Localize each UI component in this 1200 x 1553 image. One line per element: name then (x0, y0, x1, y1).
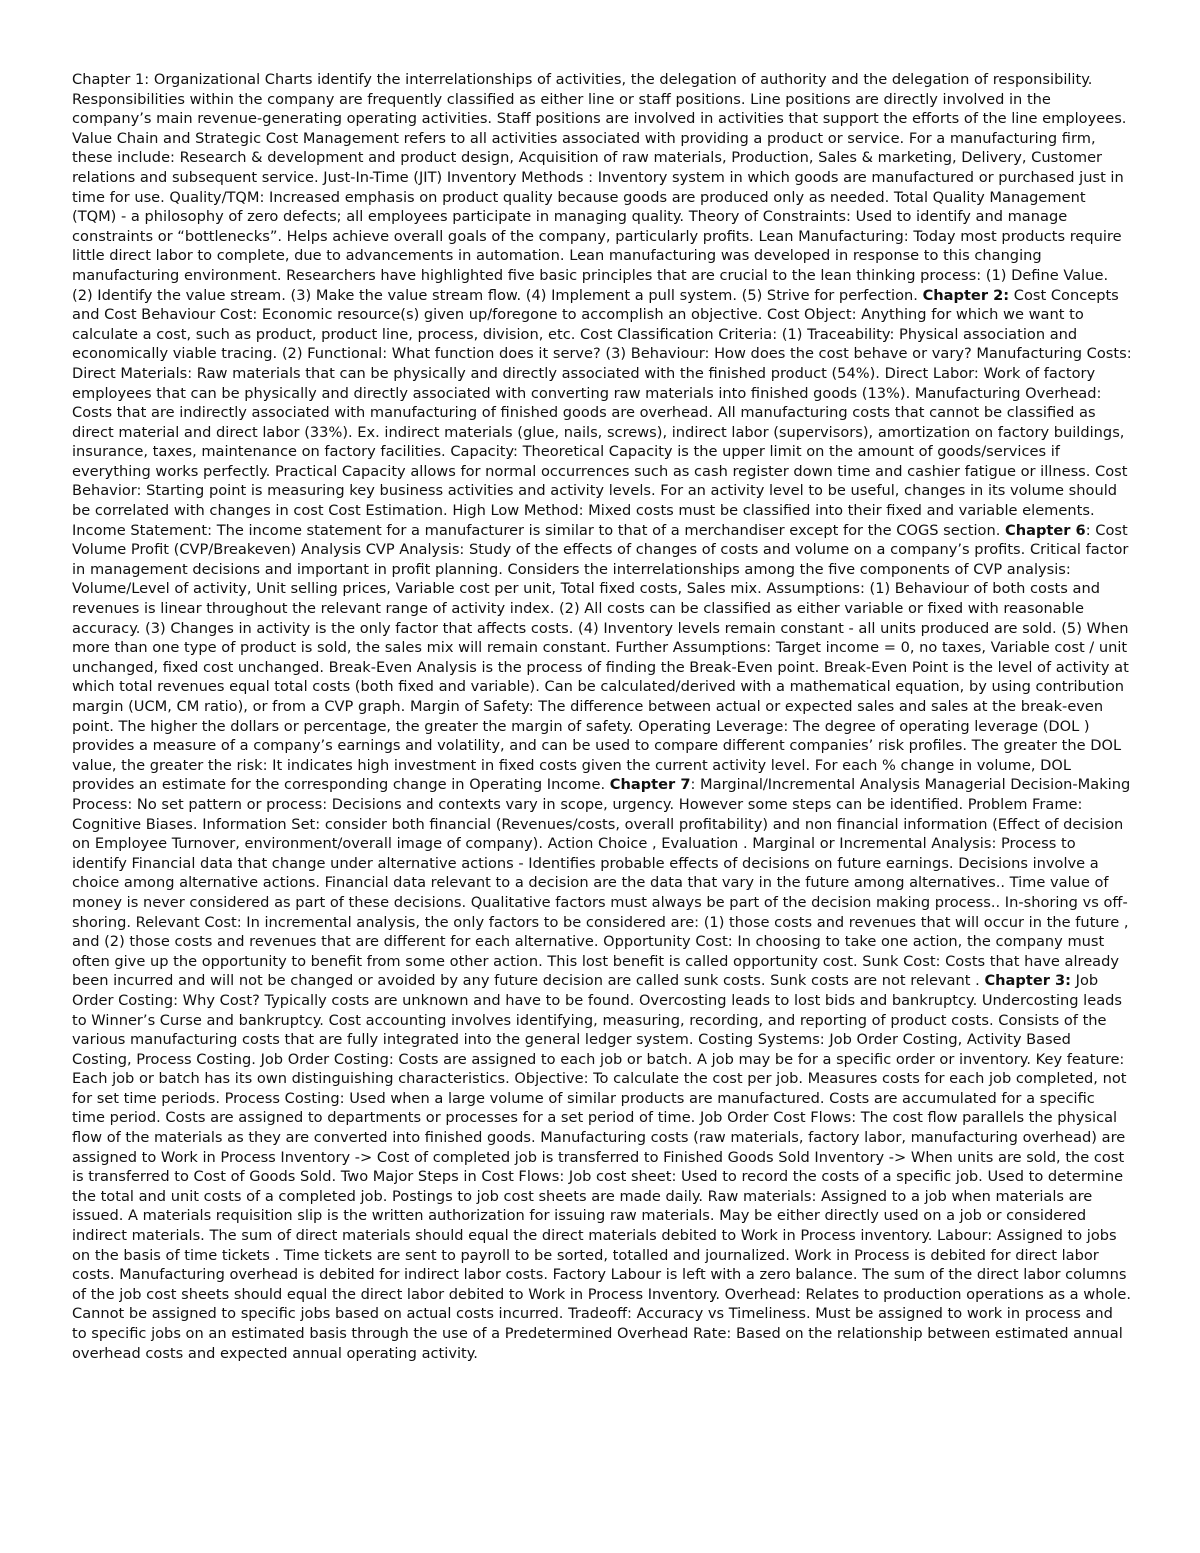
notes-paragraph (72, 70, 1132, 1363)
body-text-chapter-1: Chapter 1: Organizational Charts identify the interrelationships of activities, the delegation of authority and the delegation of responsibility. Responsibilities within the company are frequently classified as either line or staff positions. Line positions are directly involved in the company’s main revenue-generating operating activities. Staff positions are involved in activities that support the efforts of the line employees. Value Chain and Strategic Cost Management refers to all activities associated with providing a product or service. For a manufacturing firm, these include: Research & development and product design, Acquisition of raw materials, Production, Sales & marketing, Delivery, Customer relations and subsequent service. Just-In-Time (JIT) Inventory Methods : Inventory system in which goods are manufactured or purchased just in time for use. Quality/TQM: Increased emphasis on product quality because goods are produced only as needed. Total Quality Management (TQM) - a philosophy of zero defects; all employees participate in managing quality. Theory of Constraints: Used to identify and manage constraints or “bottlenecks”. Helps achieve overall goals of the company, particularly profits. Lean Manufacturing: Today most products require little direct labor to complete, due to advancements in automation. Lean manufacturing was developed in response to this changing manufacturing environment. Researchers have highlighted five basic principles that are crucial to the lean thinking process: (1) Define Value. (2) Identify the value stream. (3) Make the value stream flow. (4) Implement a pull system. (5) Strive for perfection. (72, 71, 1127, 304)
body-text-chapter-3: Job Order Costing: Why Cost? Typically costs are unknown and have to be found. Overcosting leads to lost bids and bankruptcy. Undercosting leads to Winner’s Curse and bankruptcy. Cost accounting involves identifying, measuring, recording, and reporting of product costs. Consists of the various manufacturing costs that are fully integrated into the general ledger system. Costing Systems: Job Order Costing, Activity Based Costing, Process Costing. Job Order Costing: Costs are assigned to each job or batch. A job may be for a specific order or inventory. Key feature: Each job or batch has its own distinguishing characteristics. Objective: To calculate the cost per job. Measures costs for each job completed, not for set time periods. Process Costing: Used when a large volume of similar products are manufactured. Costs are accumulated for a specific time period. Costs are assigned to departments or processes for a set period of time. Job Order Cost Flows: The cost flow parallels the physical flow of the materials as they are converted into finished goods. Manufacturing costs (raw materials, factory labor, manufacturing overhead) are assigned to Work in Process Inventory -> Cost of completed job is transferred to Finished Goods Sold Inventory -> When units are sold, the cost is transferred to Cost of Goods Sold. Two Major Steps in Cost Flows: Job cost sheet: Used to record the costs of a specific job. Used to determine the total and unit costs of a completed job. Postings to job cost sheets are made daily. Raw materials: Assigned to a job when materials are issued. A materials requisition slip is the written authorization for issuing raw materials. May be either directly used on a job or considered indirect materials. The sum of direct materials should equal the direct materials debited to Work in Process inventory. Labour: Assigned to jobs on the basis of time tickets . Time tickets are sent to payroll to be sorted, totalled and journalized. Work in Process is debited for direct labor costs. Manufacturing overhead is debited for indirect labor costs. Factory Labour is left with a zero balance. The sum of the direct labor columns of the job cost sheets should equal the direct labor debited to Work in Process Inventory. Overhead: Relates to production operations as a whole. Cannot be assigned to specific jobs based on actual costs incurred. Tradeoff: Accuracy vs Timeliness. Must be assigned to work in process and to specific jobs on an estimated basis through the use of a Predetermined Overhead Rate: Based on the relationship between estimated annual overhead costs and expected annual operating activity. (72, 972, 1132, 1362)
chapter-heading-7: Chapter 7 (609, 776, 691, 794)
body-text-chapter-7: : Marginal/Incremental Analysis Managerial Decision-Making Process: No set pattern or process: Decisions and contexts vary in scope, urgency. However some steps can be identified. Problem Frame: Cognitive Biases. Information Set: consider both financial (Revenues/costs, overall profitability) and non financial information (Effect of decision on Employee Turnover, environment/overall image of company). Action Choice , Evaluation . Marginal or Incremental Analysis: Process to identify Financial data that change under alternative actions - Identifies probable effects of decisions on future earnings. Decisions involve a choice among alternative actions. Financial data relevant to a decision are the data that vary in the future among alternatives.. Time value of money is never considered as part of these decisions. Qualitative factors must always be part of the decision making process.. In-shoring vs off-shoring. Relevant Cost: In incremental analysis, the only factors to be considered are: (1) those costs and revenues that will occur in the future , and (2) those costs and revenues that are different for each alternative. Opportunity Cost: In choosing to take one action, the company must often give up the opportunity to benefit from some other action. This lost benefit is called opportunity cost. Sunk Cost: Costs that have already been incurred and will not be changed or avoided by any future decision are called sunk costs. Sunk costs are not relevant . (72, 776, 1131, 990)
chapter-heading-2: Chapter 2: (922, 286, 1010, 304)
chapter-heading-6: Chapter 6 (1005, 521, 1086, 539)
chapter-heading-3: Chapter 3: (984, 972, 1071, 990)
document-page (72, 70, 1132, 1363)
body-text-chapter-6: : Cost Volume Profit (CVP/Breakeven) Analysis CVP Analysis: Study of the effects of changes of costs and volume on a company’s profits. Critical factor in management decisions and important in profit planning. Considers the interrelationships among the five components of CVP analysis: Volume/Level of activity, Unit selling prices, Variable cost per unit, Total fixed costs, Sales mix. Assumptions: (1) Behaviour of both costs and revenues is linear throughout the relevant range of activity index. (2) All costs can be classified as either variable or fixed with reasonable accuracy. (3) Changes in activity is the only factor that affects costs. (4) Inventory levels remain constant - all units produced are sold. (5) When more than one type of product is sold, the sales mix will remain constant. Further Assumptions: Target income = 0, no taxes, Variable cost / unit unchanged, fixed cost unchanged. Break-Even Analysis is the process of finding the Break-Even point. Break-Even Point is the level of activity at which total revenues equal total costs (both fixed and variable). Can be calculated/derived with a mathematical equation, by using contribution margin (UCM, CM ratio), or from a CVP graph. Margin of Safety: The difference between actual or expected sales and sales at the break-even point. The higher the dollars or percentage, the greater the margin of safety. Operating Leverage: The degree of operating leverage (DOL ) provides a measure of a company’s earnings and volatility, and can be used to compare different companies’ risk profiles. The greater the DOL value, the greater the risk: It indicates high investment in fixed costs given the current activity level. For each % change in volume, DOL provides an estimate for the corresponding change in Operating Income. (72, 521, 1129, 794)
body-text-chapter-2: Cost Concepts and Cost Behaviour Cost: Economic resource(s) given up/foregone to accomplish an objective. Cost Object: Anything for which we want to calculate a cost, such as product, product line, process, division, etc. Cost Classification Criteria: (1) Traceability: Physical association and economically viable tracing. (2) Functional: What function does it serve? (3) Behaviour: How does the cost behave or vary? Manufacturing Costs: Direct Materials: Raw materials that can be physically and directly associated with the finished product (54%). Direct Labor: Work of factory employees that can be physically and directly associated with converting raw materials into finished goods (13%). Manufacturing Overhead: Costs that are indirectly associated with manufacturing of finished goods are overhead. All manufacturing costs that cannot be classified as direct material and direct labor (33%). Ex. indirect materials (glue, nails, screws), indirect labor (supervisors), amortization on factory buildings, insurance, taxes, maintenance on factory facilities. Capacity: Theoretical Capacity is the upper limit on the amount of goods/services if everything works perfectly. Practical Capacity allows for normal occurrences such as cash register down time and cashier fatigue or illness. Cost Behavior: Starting point is measuring key business activities and activity levels. For an activity level to be useful, changes in its volume should be correlated with changes in cost Cost Estimation. High Low Method: Mixed costs must be classified into their fixed and variable elements. Income Statement: The income statement for a manufacturer is similar to that of a merchandiser except for the COGS section. (72, 286, 1132, 539)
